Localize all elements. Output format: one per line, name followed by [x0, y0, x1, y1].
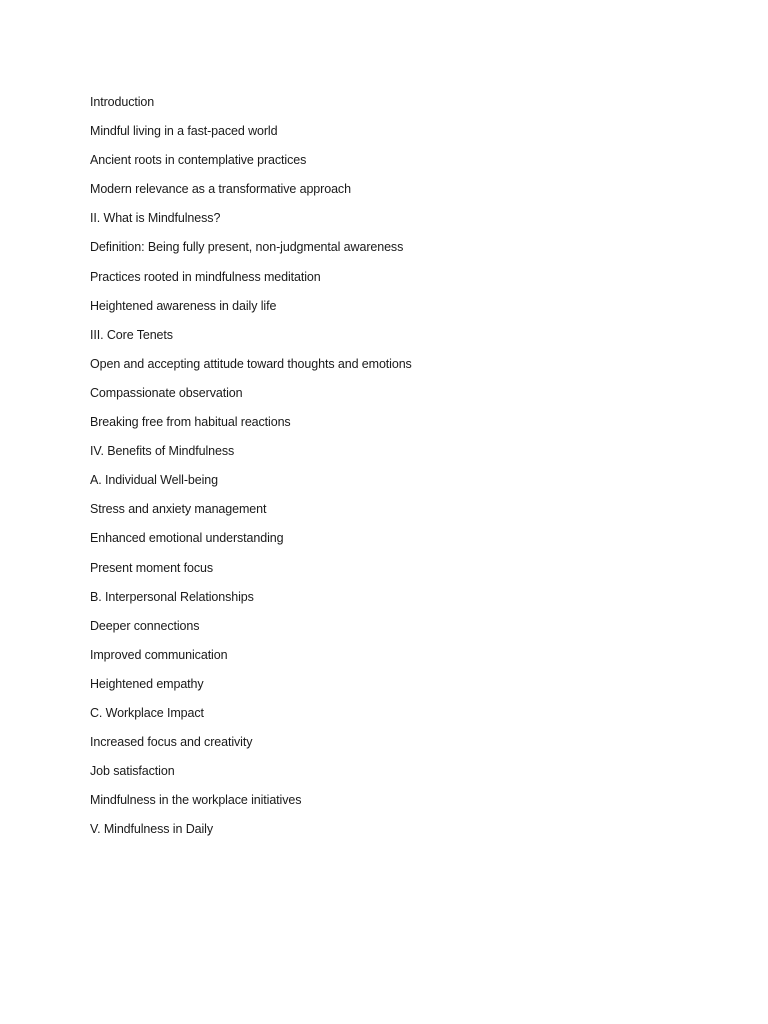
outline-subheading-individual-well-being: A. Individual Well-being — [90, 473, 218, 488]
outline-line: Breaking free from habitual reactions — [90, 415, 291, 430]
outline-heading-what-is-mindfulness: II. What is Mindfulness? — [90, 211, 221, 226]
outline-line: Practices rooted in mindfulness meditation — [90, 269, 321, 284]
outline-heading-introduction: Introduction — [90, 95, 155, 109]
outline-line: Compassionate observation — [90, 385, 243, 400]
outline-line: Mindful living in a fast-paced world — [90, 124, 278, 139]
outline-heading-core-tenets: III. Core Tenets — [90, 327, 173, 342]
outline-line: Ancient roots in contemplative practices — [90, 153, 307, 168]
outline-heading-benefits: IV. Benefits of Mindfulness — [90, 444, 235, 459]
outline-line: Stress and anxiety management — [90, 502, 267, 517]
outline-line: Mindfulness in the workplace initiatives — [90, 793, 302, 808]
outline-line: Deeper connections — [90, 618, 200, 633]
outline-line: Open and accepting attitude toward thoughts and emotions — [90, 356, 412, 371]
outline-line: Definition: Being fully present, non-judgmental awareness — [90, 240, 404, 255]
outline-subheading-interpersonal-relationships: B. Interpersonal Relationships — [90, 589, 254, 604]
outline-line: Modern relevance as a transformative approach — [90, 182, 351, 197]
outline-subheading-workplace-impact: C. Workplace Impact — [90, 705, 204, 720]
outline-line: Job satisfaction — [90, 764, 175, 779]
outline-line: Improved communication — [90, 647, 228, 662]
outline-line: Enhanced emotional understanding — [90, 531, 284, 546]
outline-line: Heightened awareness in daily life — [90, 298, 277, 313]
outline-line: Increased focus and creativity — [90, 735, 253, 750]
outline-line: Present moment focus — [90, 560, 214, 575]
outline-line: Heightened empathy — [90, 676, 204, 691]
outline-list — [90, 92, 412, 848]
outline-heading-mindfulness-in-daily: V. Mindfulness in Daily — [90, 822, 213, 837]
